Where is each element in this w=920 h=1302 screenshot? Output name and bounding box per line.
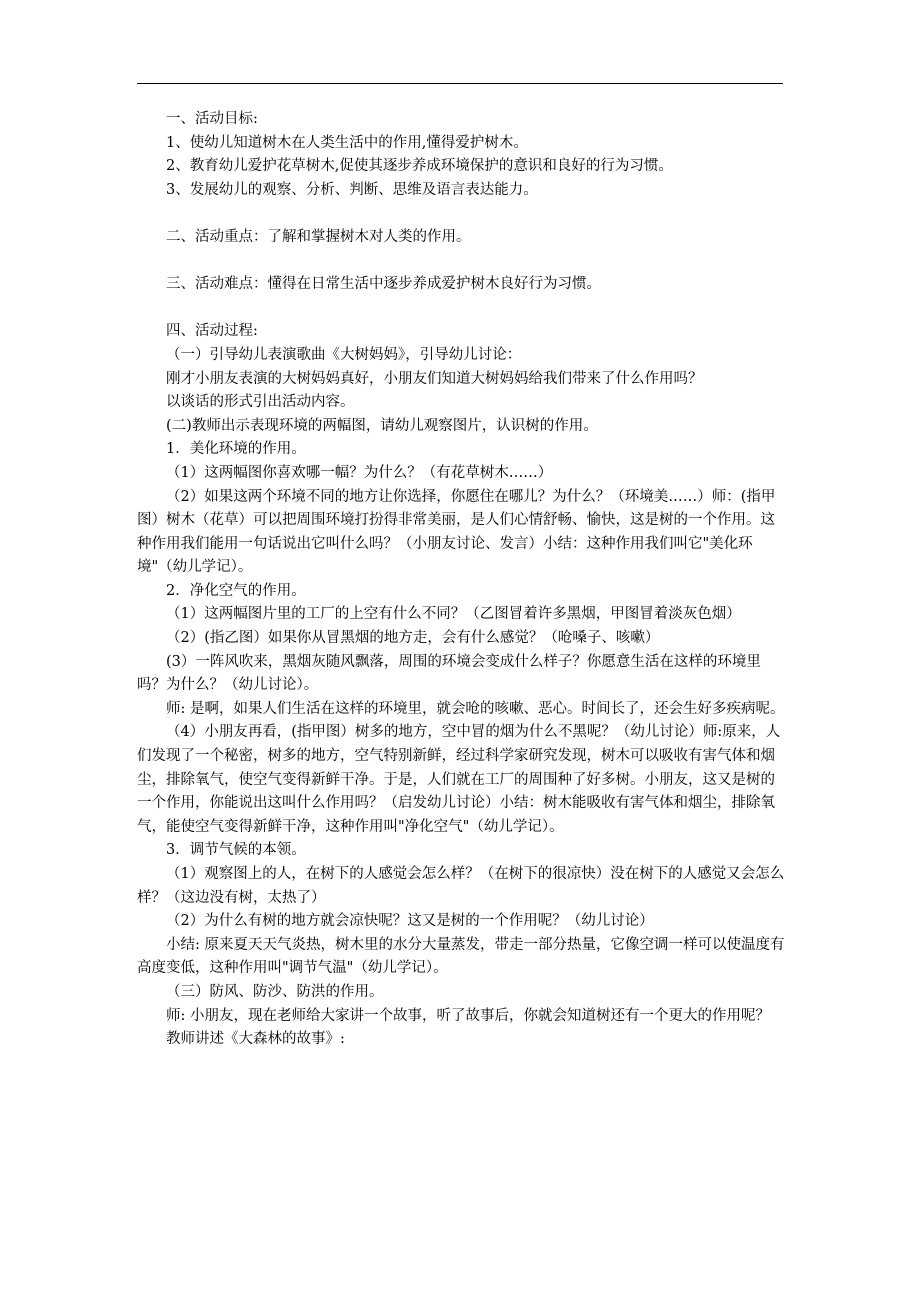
process-paragraph: （1）这两幅图片里的工厂的上空有什么不同？（乙图冒着许多黑烟，甲图冒着淡灰色烟） [166,606,741,623]
process-paragraph: （1）这两幅图你喜欢哪一幅？为什么？（有花草树木……） [166,464,553,481]
key-point: 二、活动重点：了解和掌握树木对人类的作用。 [166,228,471,245]
section-heading: 1．美化环境的作用。 [166,441,306,458]
section-heading: 3．调节气候的本领。 [166,842,306,859]
spacer [137,250,785,274]
process-paragraph: （1）观察图上的人，在树下的人感觉会怎么样？（在树下的很凉快）没在树下的人感觉又会怎么样？（这边没有树，太热了） [137,866,785,906]
section-heading: 2．净化空气的作用。 [166,582,306,599]
process-paragraph: 师: 小朋友，现在老师给大家讲一个故事，听了故事后，你就会知道树还有一个更大的作用呢？ [166,1007,770,1024]
process-paragraph: 刚才小朋友表演的大树妈妈真好，小朋友们知道大树妈妈给我们带来了什么作用吗？ [166,370,703,387]
process-paragraph: 小结: 原来夏天天气炎热，树木里的水分大量蒸发，带走一部分热量，它像空调一样可以使温度有高度变低，这种作用叫"调节气温"（幼儿学记）。 [137,936,785,977]
process-paragraph: 师: 是啊，如果人们生活在这样的环境里，就会呛的咳嗽、恶心。时间长了，还会生好多疾病呢。 [166,700,785,717]
spacer [137,202,785,226]
process-paragraph: 以谈话的形式引出活动内容。 [166,394,355,411]
process-paragraph: （一）引导幼儿表演歌曲《大树妈妈》，引导幼儿讨论： [166,346,522,363]
process-paragraph: （2）(指乙图）如果你从冒黑烟的地方走，会有什么感觉？（呛嗓子、咳嗽） [166,630,660,647]
process-paragraph: （2）为什么有树的地方就会凉快呢？这又是树的一个作用呢？（幼儿讨论） [166,913,654,930]
section-heading: （三）防风、防沙、防洪的作用。 [166,983,384,1000]
difficulty: 三、活动难点：懂得在日常生活中逐步养成爱护树木良好行为习惯。 [166,276,601,293]
process-paragraph: 教师讲述《大森林的故事》: [166,1031,345,1048]
process-paragraph: （2）如果这两个环境不同的地方让你选择，你愿住在哪儿？为什么？（环境美……）师：(指甲图）树木（花草）可以把周围环境打扮得非常美丽，是人们心情舒畅、愉快，这是树的一个作用。这种作用我们能用一句话说出它叫什么吗？（小朋友讨论、发言）小结：这种作用我们叫它"美化环境"（幼儿学记）。 [137,488,776,576]
process-paragraph: (二)教师出示表现环境的两幅图，请幼儿观察图片，认识树的作用。 [166,417,598,434]
goals-title: 一、活动目标: [166,111,258,127]
goal-item-1: 1、使幼儿知道树木在人类生活中的作用,懂得爱护树木。 [166,134,528,151]
document-body [137,108,785,1052]
process-title: 四、活动过程: [166,323,258,340]
goal-item-3: 3、发展幼儿的观察、分析、判断、思维及语言表达能力。 [166,181,538,198]
process-paragraph: （4）小朋友再看，(指甲图）树多的地方，空中冒的烟为什么不黑呢？（幼儿讨论）师:原来，人们发现了一个秘密，树多的地方，空气特别新鲜，经过科学家研究发现，树木可以吸收有害气体和烟尘，排除氧气，使空气变得新鲜干净。于是，人们就在工厂的周围种了好多树。小朋友，这又是树的一个作用，你能说出这叫什么作用吗？（启发幼儿讨论）小结：树木能吸收有害气体和烟尘，排除氧气，能使空气变得新鲜干净，这种作用叫"净化空气"（幼儿学记）。 [137,724,781,835]
process-paragraph: (3）一阵风吹来，黑烟灰随风飘落，周围的环境会变成什么样子？你愿意生活在这样的环境里吗？为什么？（幼儿讨论）。 [137,653,761,694]
goal-item-2: 2、教育幼儿爱护花草树木,促使其逐步养成环境保护的意识和良好的行为习惯。 [166,158,673,175]
spacer [137,297,785,321]
header-rule [137,83,783,84]
